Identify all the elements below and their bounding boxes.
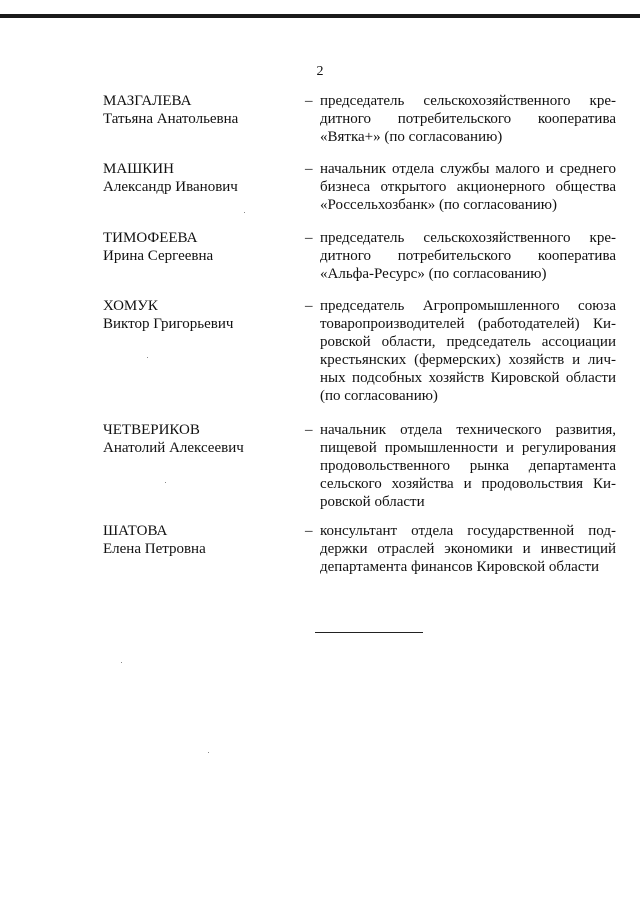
member-given-names: Виктор Григорьевич: [103, 316, 234, 332]
member-surname: МАЗГАЛЕВА: [103, 93, 192, 109]
closing-rule: [315, 632, 423, 633]
entry-dash: –: [305, 298, 313, 314]
scan-speck: [165, 482, 166, 483]
scan-speck: [147, 357, 148, 358]
member-entry: [0, 297, 640, 404]
scan-speck: [121, 662, 122, 663]
member-name: [103, 229, 293, 265]
member-position: председатель сельскохозяйственного кредитного потребительского кооператива «Альфа-Ресурс» (по согласованию): [320, 230, 616, 282]
member-given-names: Анатолий Алексеевич: [103, 440, 244, 456]
member-surname: ТИМОФЕЕВА: [103, 230, 198, 246]
member-surname: ШАТОВА: [103, 523, 168, 539]
member-position: начальник отдела службы малого и среднего бизнеса открытого акционерного общества «Россельхозбанк» (по согласованию): [320, 161, 616, 213]
member-position: председатель сельскохозяйственного кредитного потребительского кооператива «Вятка+» (по согласованию): [320, 93, 616, 145]
member-entry: [0, 421, 640, 521]
member-given-names: Ирина Сергеевна: [103, 248, 214, 264]
member-position: председатель Агропромышленного союза товаропроизводителей (работодателей) Кировской области, председатель ассоциации крестьянских (фермерских) хозяйств и личных подсобных хозяйств Кировской области (по согласованию): [320, 298, 616, 404]
member-surname: МАШКИН: [103, 161, 174, 177]
entry-dash: –: [305, 230, 313, 246]
entry-dash: –: [305, 161, 313, 177]
scan-speck: [208, 752, 209, 753]
member-entry: [0, 522, 640, 622]
entry-dash: –: [305, 422, 313, 438]
member-position: консультант отдела государственной поддержки отраслей экономики и инвестиций департамента финансов Кировской области: [320, 523, 616, 575]
member-name: [103, 522, 293, 558]
member-name: [103, 160, 293, 196]
entry-dash: –: [305, 93, 313, 109]
top-border-rule: [0, 14, 640, 18]
member-name: [103, 297, 293, 333]
member-surname: ЧЕТВЕРИКОВ: [103, 422, 200, 438]
member-given-names: Елена Петровна: [103, 541, 206, 557]
member-name: [103, 92, 293, 128]
scan-speck: [244, 212, 245, 213]
member-surname: ХОМУК: [103, 298, 158, 314]
member-given-names: Татьяна Анатольевна: [103, 111, 239, 127]
member-name: [103, 421, 293, 457]
entry-dash: –: [305, 523, 313, 539]
member-given-names: Александр Иванович: [103, 179, 238, 195]
page-number: 2: [316, 64, 324, 79]
member-position: начальник отдела технического развития, пищевой промышленности и регулирования продовольственного рынка департамента сельского хозяйства и продовольствия Кировской области: [320, 422, 616, 510]
